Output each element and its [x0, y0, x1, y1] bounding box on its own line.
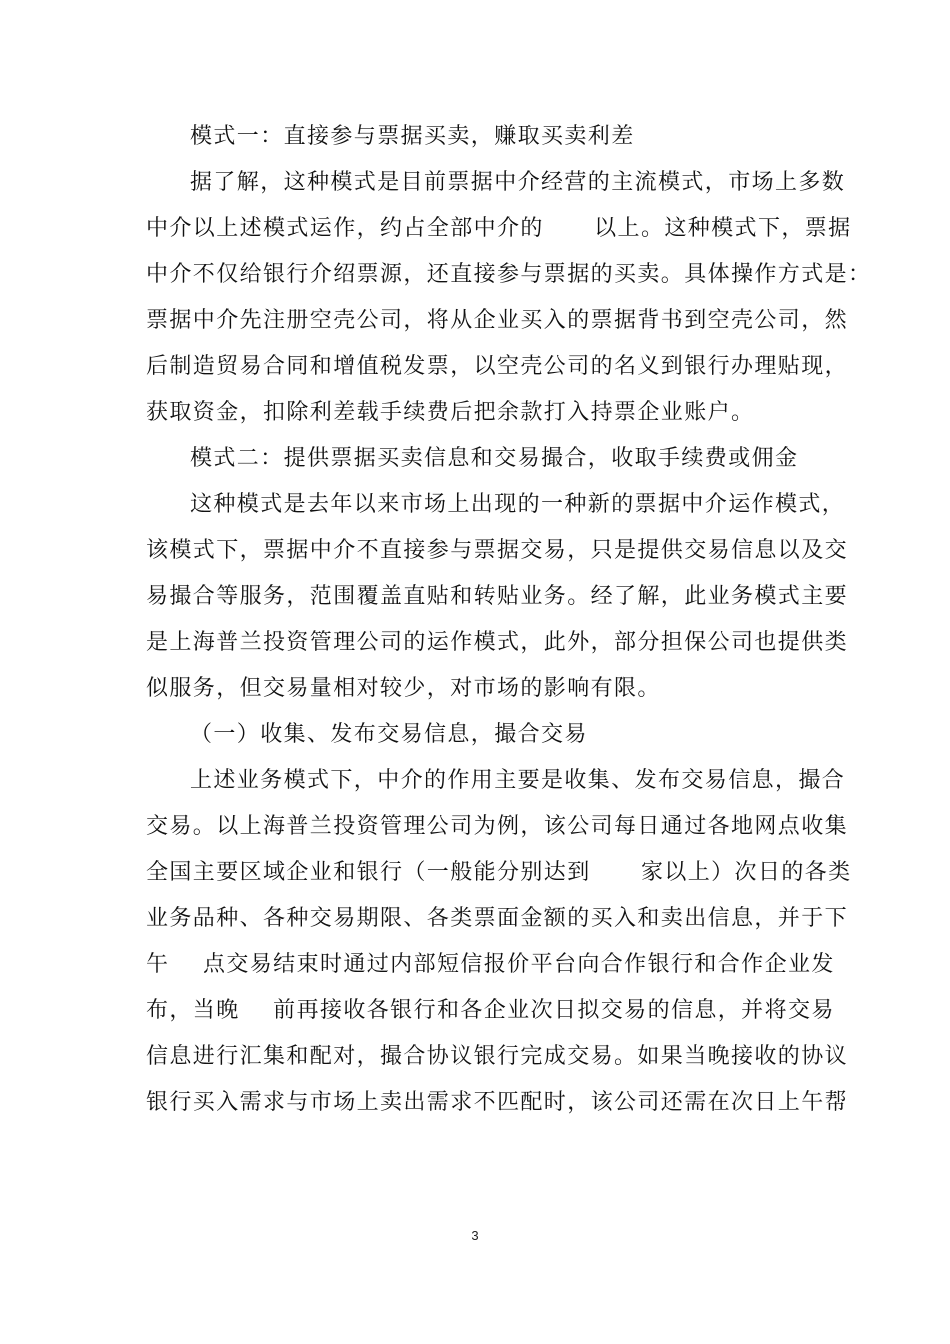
paragraph-line: 中介以上述模式运作，约占全部中介的 以上。这种模式下，票据 [146, 216, 852, 241]
paragraph-line: 中介不仅给银行介绍票源，还直接参与票据的买卖。具体操作方式是： [146, 262, 872, 287]
paragraph-line: 交易。以上海普兰投资管理公司为例，该公司每日通过各地网点收集 [146, 814, 849, 839]
paragraph-line: 午 点交易结束时通过内部短信报价平台向合作银行和合作企业发 [146, 952, 835, 977]
heading-mode-two: 模式二：提供票据买卖信息和交易撮合，收取手续费或佣金 [190, 446, 799, 471]
paragraph-line: 业务品种、各种交易期限、各类票面金额的买入和卖出信息，并于下 [146, 906, 849, 931]
paragraph-line: 全国主要区域企业和银行（一般能分别达到 家以上）次日的各类 [146, 860, 852, 885]
paragraph-line: 银行买入需求与市场上卖出需求不匹配时，该公司还需在次日上午帮 [146, 1090, 849, 1115]
paragraph-line: 易撮合等服务，范围覆盖直贴和转贴业务。经了解，此业务模式主要 [146, 584, 849, 609]
paragraph-line: 上述业务模式下，中介的作用主要是收集、发布交易信息，撮合 [190, 768, 846, 793]
paragraph-line: 布，当晚 前再接收各银行和各企业次日拟交易的信息，并将交易 [146, 998, 835, 1023]
paragraph-line: 票据中介先注册空壳公司，将从企业买入的票据背书到空壳公司，然 [146, 308, 849, 333]
paragraph-line: 这种模式是去年以来市场上出现的一种新的票据中介运作模式， [190, 492, 846, 517]
page-number: 3 [471, 1228, 479, 1243]
paragraph-line: 获取资金，扣除利差载手续费后把余款打入持票企业账户。 [146, 400, 755, 425]
paragraph-line: 据了解，这种模式是目前票据中介经营的主流模式，市场上多数 [190, 170, 846, 195]
paragraph-line: 该模式下，票据中介不直接参与票据交易，只是提供交易信息以及交 [146, 538, 849, 563]
paragraph-line: 似服务，但交易量相对较少，对市场的影响有限。 [146, 676, 661, 701]
subheading-collect-info: （一）收集、发布交易信息，撮合交易 [190, 722, 588, 747]
paragraph-line: 是上海普兰投资管理公司的运作模式，此外，部分担保公司也提供类 [146, 630, 849, 655]
heading-mode-one: 模式一：直接参与票据买卖，赚取买卖利差 [190, 124, 635, 149]
paragraph-line: 信息进行汇集和配对，撮合协议银行完成交易。如果当晚接收的协议 [146, 1044, 849, 1069]
paragraph-line: 后制造贸易合同和增值税发票，以空壳公司的名义到银行办理贴现， [146, 354, 849, 379]
